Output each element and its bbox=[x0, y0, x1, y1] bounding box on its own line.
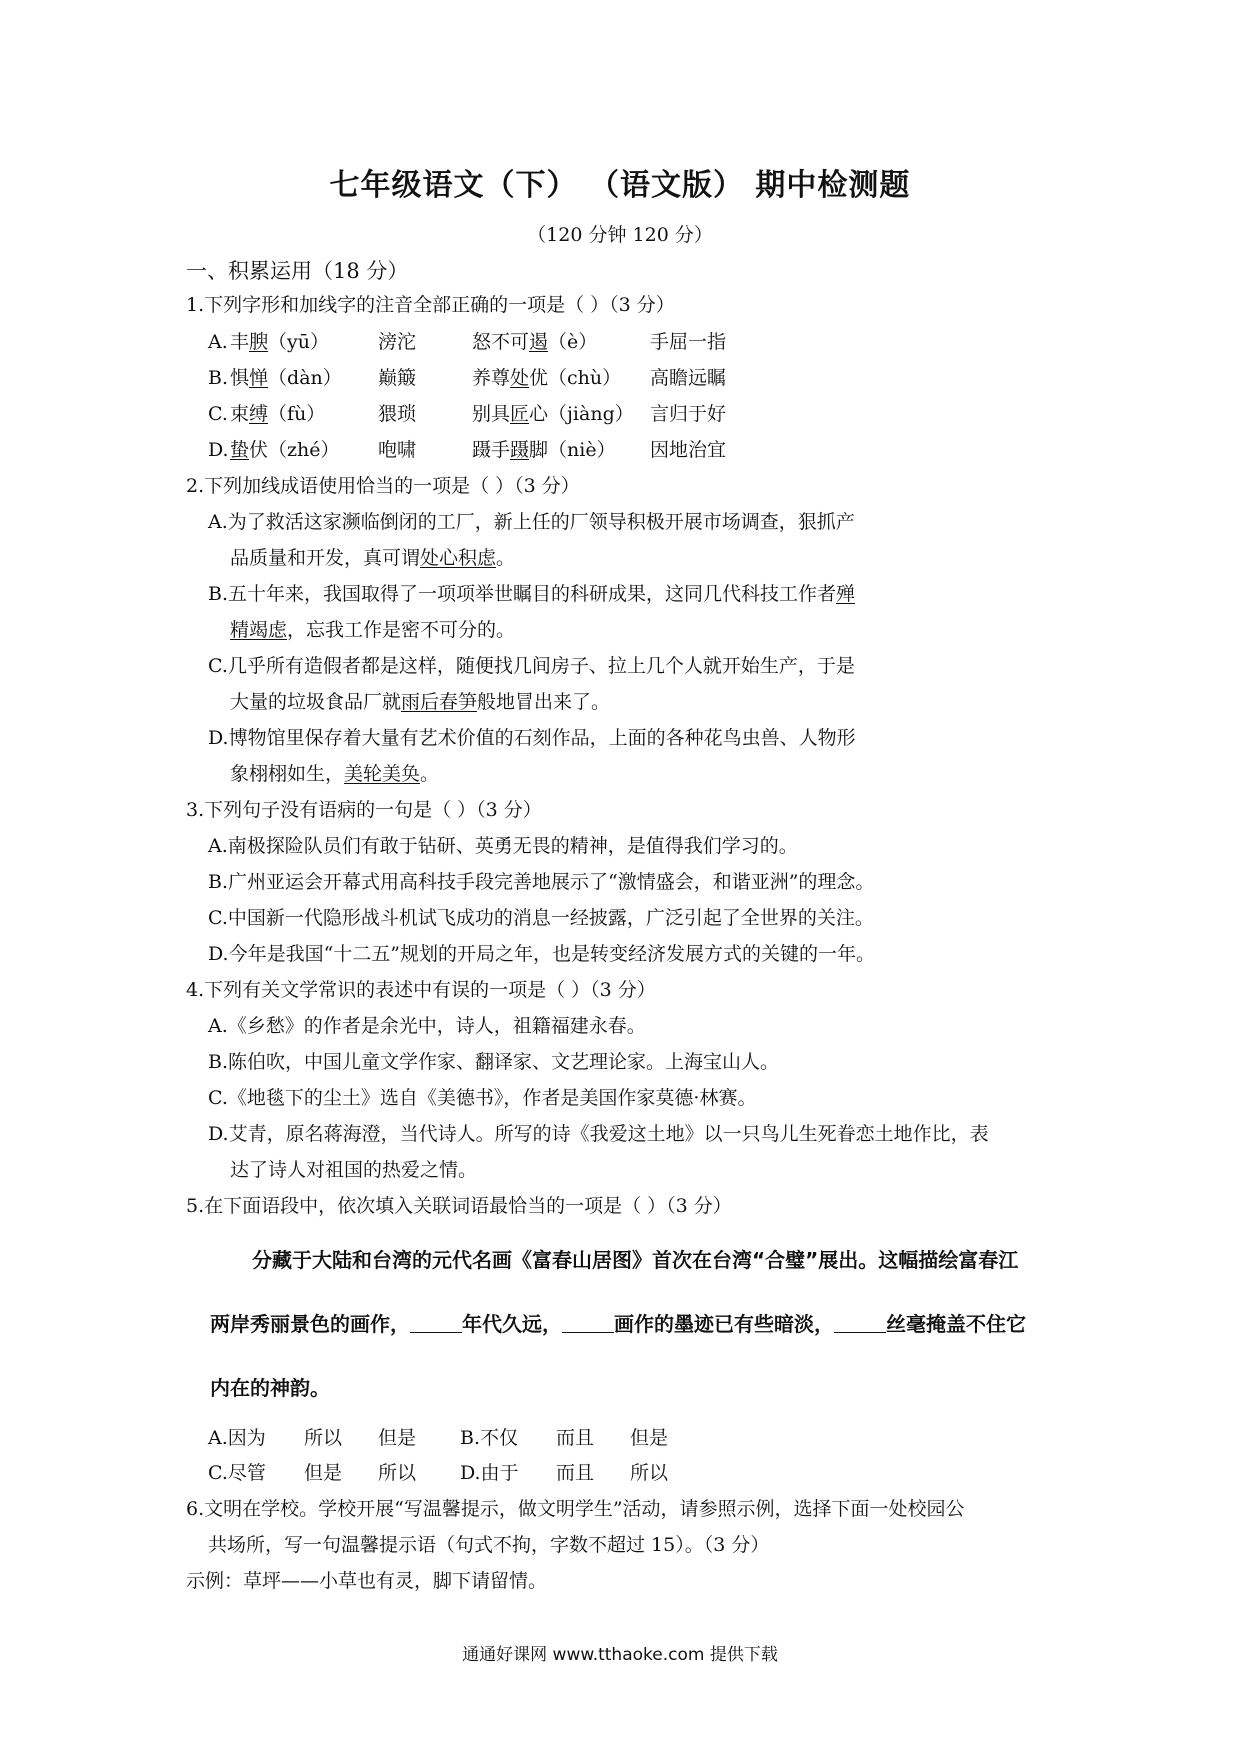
option-word-1: 惧惮（dàn） bbox=[230, 367, 342, 389]
q5-passage-line-1: 分藏于大陆和台湾的元代名画《富春山居图》首次在台湾“合璧”展出。这幅描绘富春江 bbox=[252, 1248, 1019, 1272]
option-letter: C. bbox=[208, 403, 228, 425]
underlined-idiom: 雨后春笋 bbox=[401, 691, 478, 713]
option-word-1: 蛰伏（zhé） bbox=[230, 439, 340, 461]
question-6-example: 示例：草坪——小草也有灵，脚下请留情。 bbox=[186, 1570, 548, 1592]
q3-option-a: A.南极探险队员们有敢于钻研、英勇无畏的精神，是值得我们学习的。 bbox=[208, 835, 798, 857]
option-letter: B. bbox=[208, 367, 229, 389]
option-word-4: 言归于好 bbox=[650, 403, 727, 425]
option-word-3: 蹑手蹑脚（niè） bbox=[472, 439, 616, 461]
q2-option-b: B.五十年来，我国取得了一项项举世瞩目的科研成果，这同几代科技工作者殚 bbox=[208, 583, 856, 605]
q4-option-d-cont: 达了诗人对祖国的热爱之情。 bbox=[230, 1159, 478, 1181]
section-heading: 一、积累运用（18 分） bbox=[186, 259, 409, 283]
option-word-2: 咆啸 bbox=[378, 439, 417, 461]
q2-option-c-cont: 大量的垃圾食品厂就雨后春笋般地冒出来了。 bbox=[230, 691, 611, 713]
question-2-stem: 2.下列加线成语使用恰当的一项是（ ）（3 分） bbox=[186, 475, 580, 497]
option-word-1: 丰腴（yū） bbox=[230, 331, 330, 353]
question-6-stem: 6.文明在学校。学校开展“写温馨提示，做文明学生”活动，请参照示例，选择下面一处校园公 bbox=[186, 1498, 965, 1520]
q2-option-d: D.博物馆里保存着大量有艺术价值的石刻作品，上面的各种花鸟虫兽、人物形 bbox=[208, 727, 856, 749]
option-letter: A. bbox=[208, 331, 228, 353]
q2-option-a-cont: 品质量和开发，真可谓处心积虑。 bbox=[230, 547, 516, 569]
underlined-idiom: 美轮美奂 bbox=[344, 763, 421, 785]
fill-blank-1 bbox=[410, 1312, 462, 1333]
q5-option-d: D.由于 bbox=[460, 1462, 519, 1484]
q3-option-d: D.今年是我国“十二五”规划的开局之年，也是转变经济发展方式的关键的一年。 bbox=[208, 943, 876, 965]
option-word-4: 手屈一指 bbox=[650, 331, 727, 353]
q3-option-b: B.广州亚运会开幕式用高科技手段完善地展示了“激情盛会，和谐亚洲”的理念。 bbox=[208, 871, 875, 893]
option-word-2: 巅簸 bbox=[378, 367, 417, 389]
q2-option-b-cont: 精竭虑，忘我工作是密不可分的。 bbox=[230, 619, 516, 641]
q1-option-a bbox=[208, 329, 1108, 355]
q1-option-b bbox=[208, 365, 1108, 391]
option-word-2: 猥琐 bbox=[378, 403, 417, 425]
option-word-4: 因地治宜 bbox=[650, 439, 727, 461]
q5-option-a: A.因为 bbox=[208, 1427, 266, 1449]
option-word-3: 怒不可遏（è） bbox=[472, 331, 598, 353]
question-6-stem-cont: 共场所，写一句温馨提示语（句式不拘，字数不超过 15）。（3 分） bbox=[208, 1534, 770, 1556]
q5-passage-line-3: 内在的神韵。 bbox=[210, 1376, 330, 1400]
q3-option-c: C.中国新一代隐形战斗机试飞成功的消息一经披露，广泛引起了全世界的关注。 bbox=[208, 907, 874, 929]
q4-option-a: A.《乡愁》的作者是余光中，诗人，祖籍福建永春。 bbox=[208, 1015, 646, 1037]
fill-blank-2 bbox=[562, 1312, 614, 1333]
option-word-2: 滂沱 bbox=[378, 331, 417, 353]
q1-option-c bbox=[208, 401, 1108, 427]
option-word-3: 别具匠心（jiàng） bbox=[472, 403, 634, 425]
page-title: 七年级语文（下） （语文版） 期中检测题 bbox=[329, 168, 911, 203]
q2-option-d-cont: 象栩栩如生，美轮美奂。 bbox=[230, 763, 440, 785]
time-score: （120 分钟 120 分） bbox=[527, 224, 713, 246]
q5-option-c: C.尽管 bbox=[208, 1462, 266, 1484]
option-word-4: 高瞻远瞩 bbox=[650, 367, 727, 389]
q5-option-b: B.不仅 bbox=[460, 1427, 519, 1449]
option-word-3: 养尊处优（chù） bbox=[472, 367, 622, 389]
question-4-stem: 4.下列有关文学常识的表述中有误的一项是（ ）（3 分） bbox=[186, 979, 656, 1001]
q5-options-row-1: A.因为 所以 但是 B.不仅 而且 但是 bbox=[208, 1427, 669, 1449]
fill-blank-3 bbox=[834, 1312, 886, 1333]
q2-option-a: A.为了救活这家濒临倒闭的工厂，新上任的厂领导积极开展市场调查，狠抓产 bbox=[208, 511, 855, 533]
q2-option-c: C.几乎所有造假者都是这样，随便找几间房子、拉上几个人就开始生产，于是 bbox=[208, 655, 855, 677]
question-3-stem: 3.下列句子没有语病的一句是（ ）（3 分） bbox=[186, 799, 542, 821]
page-footer: 通通好课网 www.tthaoke.com 提供下载 bbox=[462, 1645, 778, 1665]
q4-option-c: C.《地毯下的尘土》选自《美德书》，作者是美国作家莫德·林赛。 bbox=[208, 1087, 757, 1109]
question-5-stem: 5.在下面语段中，依次填入关联词语最恰当的一项是（ ）（3 分） bbox=[186, 1195, 732, 1217]
option-letter: D. bbox=[208, 439, 229, 461]
underlined-idiom: 精竭虑 bbox=[230, 619, 288, 641]
underlined-idiom: 处心积虑 bbox=[420, 547, 497, 569]
option-word-1: 束缚（fù） bbox=[230, 403, 326, 425]
q5-passage-line-2: 两岸秀丽景色的画作， 年代久远， 画作的墨迹已有些暗淡， 丝毫掩盖不住它 bbox=[210, 1312, 1026, 1336]
q4-option-d: D.艾青，原名蒋海澄，当代诗人。所写的诗《我爱这土地》以一只鸟儿生死眷恋土地作比，表 bbox=[208, 1123, 989, 1145]
q4-option-b: B.陈伯吹，中国儿童文学作家、翻译家、文艺理论家。上海宝山人。 bbox=[208, 1051, 780, 1073]
q5-options-row-2: C.尽管 但是 所以 D.由于 而且 所以 bbox=[208, 1462, 669, 1484]
q1-option-d bbox=[208, 437, 1108, 463]
question-1-stem: 1.下列字形和加线字的注音全部正确的一项是（ ）（3 分） bbox=[186, 294, 675, 316]
